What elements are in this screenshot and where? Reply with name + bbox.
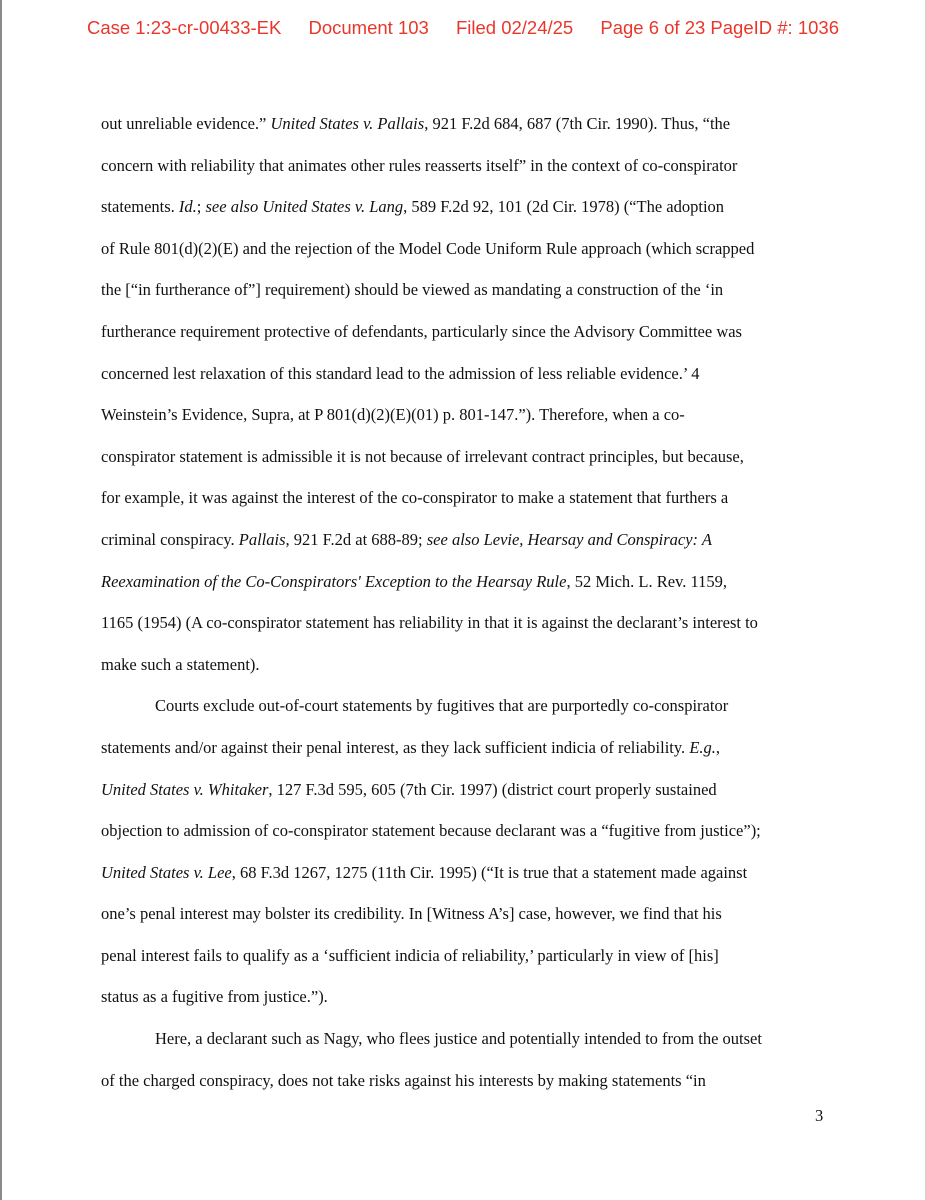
text-line: one’s penal interest may bolster its credibility. In [Witness A’s] case, however, we find that his (101, 904, 722, 924)
text-line: objection to admission of co-conspirator statement because declarant was a “fugitive from justice”); (101, 821, 761, 841)
italic-citation: Reexamination of the Co-Conspirators' Exception to the Hearsay Rule (101, 571, 567, 591)
text-line: conspirator statement is admissible it is not because of irrelevant contract principles, but because, (101, 446, 744, 466)
italic-citation: see also United States v. Lang (205, 197, 404, 217)
text-line: for example, it was against the interest of the co-conspirator to make a statement that furthers a (101, 488, 729, 508)
text-line: Reexamination of the Co-Conspirators' Exception to the Hearsay Rule, 52 Mich. L. Rev. 1159, (101, 571, 728, 591)
case-number: Case 1:23-cr-00433-EK (86, 17, 282, 38)
text-line: United States v. Lee, 68 F.3d 1267, 1275 (11th Cir. 1995) (“It is true that a statement made against (101, 862, 748, 882)
text-line: statements and/or against their penal interest, as they lack sufficient indicia of reliability. E.g., (101, 737, 721, 757)
text-line: status as a fugitive from justice.”). (101, 987, 328, 1007)
paragraph-first-line: Here, a declarant such as Nagy, who flees justice and potentially intended to from the outset (155, 1029, 762, 1049)
page-left-border (0, 0, 2, 1200)
text-line: make such a statement). (101, 654, 260, 674)
document-number: Document 103 (308, 17, 429, 38)
document-body (101, 103, 827, 1101)
text-line: United States v. Whitaker, 127 F.3d 595, 605 (7th Cir. 1997) (district court properly sustained (101, 779, 717, 799)
text-line: the [“in furtherance of”] requirement) should be viewed as mandating a construction of the ‘in (101, 280, 724, 300)
text-line: furtherance requirement protective of defendants, particularly since the Advisory Committee was (101, 321, 742, 341)
italic-citation: see also Levie, Hearsay and Conspiracy: A (426, 529, 712, 549)
italic-citation: United States v. Lee (101, 862, 232, 882)
text-line: criminal conspiracy. Pallais, 921 F.2d at 688-89; see also Levie, Hearsay and Conspiracy: A (101, 529, 712, 549)
italic-citation: Id. (178, 197, 197, 217)
text-line: statements. Id.; see also United States v. Lang, 589 F.2d 92, 101 (2d Cir. 1978) (“The adoption (101, 197, 725, 217)
filed-date: Filed 02/24/25 (455, 17, 574, 38)
text-line: out unreliable evidence.” United States v. Pallais, 921 F.2d 684, 687 (7th Cir. 1990). Thus, “the (101, 114, 731, 133)
page-info: Page 6 of 23 PageID #: 1036 (600, 17, 839, 38)
text-line: of the charged conspiracy, does not take risks against his interests by making statements “in (101, 1070, 706, 1090)
text-line: 1165 (1954) (A co-conspirator statement has reliability in that it is against the declarant’s interest to (101, 613, 758, 633)
ecf-filing-header (0, 17, 926, 39)
paragraph-first-line: Courts exclude out-of-court statements by fugitives that are purportedly co-conspirator (155, 696, 729, 716)
text-line: of Rule 801(d)(2)(E) and the rejection of the Model Code Uniform Rule approach (which scrapped (101, 238, 755, 258)
italic-citation: United States v. Whitaker (101, 779, 269, 799)
text-line: concern with reliability that animates other rules reasserts itself” in the context of co-conspirator (101, 155, 738, 175)
page-number: 3 (815, 1106, 824, 1125)
text-line: Weinstein’s Evidence, Supra, at P 801(d)(2)(E)(01) p. 801-147.”). Therefore, when a co- (101, 405, 685, 425)
text-line: concerned lest relaxation of this standard lead to the admission of less reliable evidence.’ 4 (101, 363, 700, 383)
italic-citation: United States v. Pallais (270, 114, 425, 133)
italic-citation: E.g. (689, 737, 716, 757)
text-line: penal interest fails to qualify as a ‘sufficient indicia of reliability,’ particularly in view of [his] (101, 945, 719, 965)
italic-citation: Pallais (238, 529, 286, 549)
